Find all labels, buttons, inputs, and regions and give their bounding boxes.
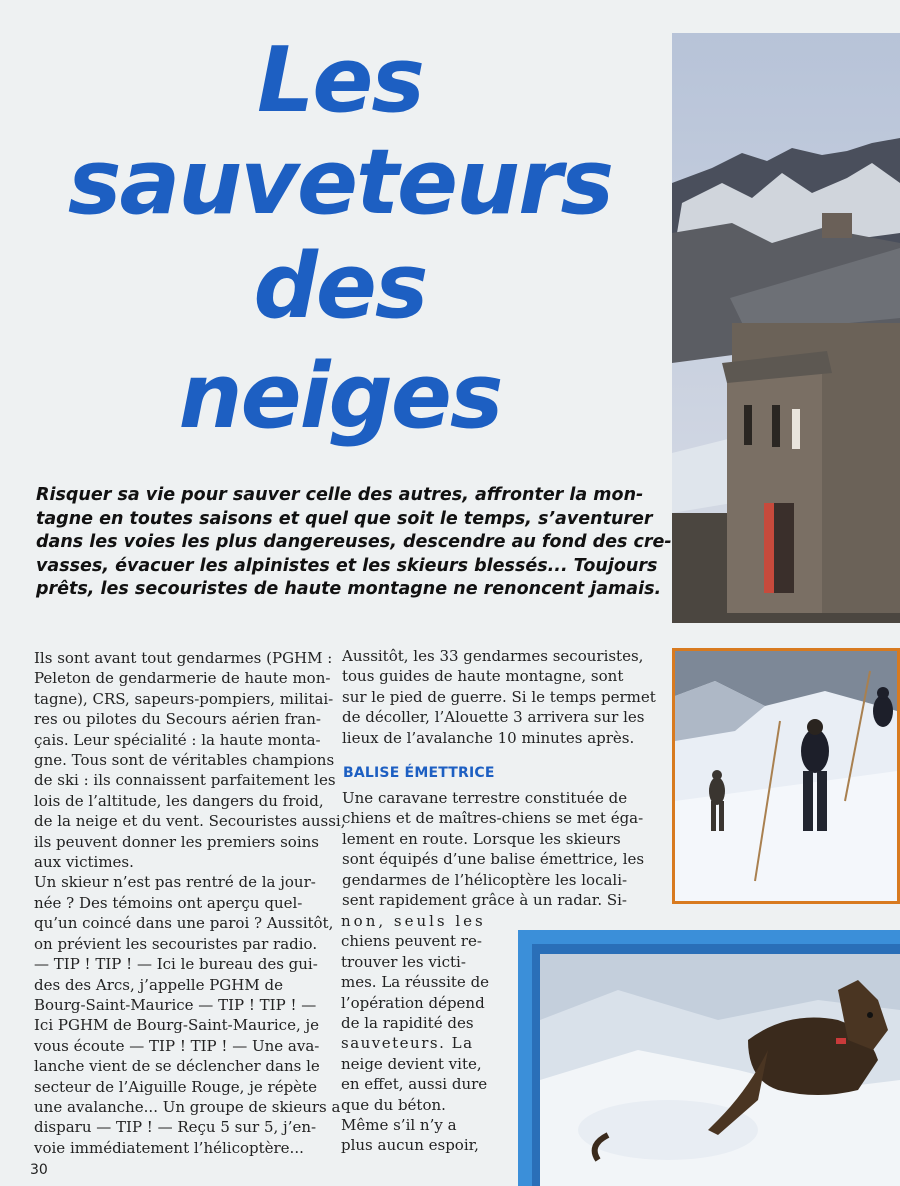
lead-line: dans les voies les plus dangereuses, descendre au fond des cre- [36, 532, 672, 553]
body-line: lieux de l’avalanche 10 minutes après. [342, 728, 635, 747]
lead-line: prêts, les secouristes de haute montagne ne renoncent jamais. [36, 579, 662, 600]
body-line: gendarmes de l’hélicoptère les locali- [342, 870, 628, 889]
body-line: née ? Des témoins ont aperçu quel- [34, 893, 303, 912]
body-line: tagne), CRS, sapeurs-pompiers, militai- [34, 689, 334, 708]
title-line-1: Les [257, 28, 423, 133]
body-line: Ici PGHM de Bourg-Saint-Maurice, je [34, 1016, 320, 1035]
body-column-3 [341, 911, 499, 1156]
body-line: chiens peuvent re- [341, 932, 482, 951]
body-line: secteur de l’Aiguille Rouge, je répète [34, 1077, 317, 1096]
lead-line: tagne en toutes saisons et quel que soit le temps, s’aventurer [36, 508, 653, 529]
body-line: disparu — TIP ! — Reçu 5 sur 5, j’en- [34, 1118, 317, 1137]
body-line: tous guides de haute montagne, sont [342, 667, 624, 686]
body-line: que du béton. [341, 1095, 446, 1114]
avalanche-dog-photo [518, 930, 900, 1186]
body-line: sont équipés d’une balise émettrice, les [342, 850, 645, 869]
body-line: qu’un coincé dans une paroi ? Aussitôt, [34, 914, 334, 933]
body-line: de décoller, l’Alouette 3 arrivera sur les [342, 708, 645, 727]
body-line: on prévient les secouristes par radio. [34, 934, 318, 953]
title-line-2: sauveteurs [67, 130, 613, 235]
body-line: Bourg-Saint-Maurice — TIP ! TIP ! — [34, 995, 317, 1014]
body-line: l’opération dépend [341, 993, 485, 1012]
body-line: mes. La réussite de [341, 973, 490, 992]
body-line: Ils sont avant tout gendarmes (PGHM : [34, 649, 333, 667]
body-line: voie immédiatement l’hélicoptère... [34, 1138, 304, 1157]
body-line: Peleton de gendarmerie de haute mon- [34, 669, 331, 688]
body-line: de la neige et du vent. Secouristes aussi, [34, 812, 346, 831]
body-line: non, seuls les [341, 912, 486, 930]
lead-line: Risquer sa vie pour sauver celle des autres, affronter la mon- [36, 485, 644, 505]
page-number: 30 [30, 1162, 48, 1178]
body-line: çais. Leur spécialité : la haute monta- [34, 730, 321, 749]
body-column-1 [34, 648, 346, 1158]
body-line: Une caravane terrestre constituée de [342, 789, 628, 807]
body-line: aux victimes. [34, 853, 134, 872]
body-line: ils peuvent donner les premiers soins [34, 832, 319, 851]
body-line: sauveteurs. La [341, 1034, 474, 1053]
body-line: neige devient vite, [341, 1054, 482, 1073]
body-line: lois de l’altitude, les dangers du froid, [34, 791, 324, 810]
rescuers-photo [672, 648, 900, 904]
body-line: — TIP ! TIP ! — Ici le bureau des gui- [34, 955, 318, 974]
section-subhead: BALISE ÉMETTRICE [343, 765, 495, 781]
body-line: en effet, aussi dure [341, 1075, 488, 1094]
body-line: des des Arcs, j’appelle PGHM de [34, 975, 283, 994]
body-line: res ou pilotes du Secours aérien fran- [34, 710, 321, 729]
body-line: lanche vient de se déclencher dans le [34, 1057, 320, 1076]
lead-paragraph [36, 484, 672, 602]
body-line: sent rapidement grâce à un radar. Si- [342, 891, 627, 910]
mountain-hut-photo [672, 33, 900, 623]
body-line: vous écoute — TIP ! TIP ! — Une ava- [34, 1036, 320, 1055]
body-line: gne. Tous sont de véritables champions [34, 751, 335, 770]
body-line: Même s’il n’y a [341, 1116, 457, 1135]
body-line: de ski : ils connaissent parfaitement les [34, 771, 336, 790]
body-column-2b [342, 788, 666, 910]
body-line: trouver les victi- [341, 952, 466, 971]
body-line: chiens et de maîtres-chiens se met éga- [342, 809, 644, 828]
title-line-3: des [253, 234, 427, 339]
body-line: plus aucun espoir, [341, 1136, 479, 1155]
title-line-4: neiges [178, 344, 502, 449]
body-line: de la rapidité des [341, 1014, 474, 1033]
body-line: Un skieur n’est pas rentré de la jour- [34, 873, 316, 892]
body-line: Aussitôt, les 33 gendarmes secouristes, [342, 647, 644, 665]
body-line: sur le pied de guerre. Si le temps permet [342, 687, 656, 706]
body-line: lement en route. Lorsque les skieurs [342, 829, 621, 848]
body-column-2 [342, 646, 666, 748]
lead-line: vasses, évacuer les alpinistes et les skieurs blessés... Toujours [36, 555, 658, 576]
body-line: une avalanche... Un groupe de skieurs a [34, 1097, 341, 1116]
